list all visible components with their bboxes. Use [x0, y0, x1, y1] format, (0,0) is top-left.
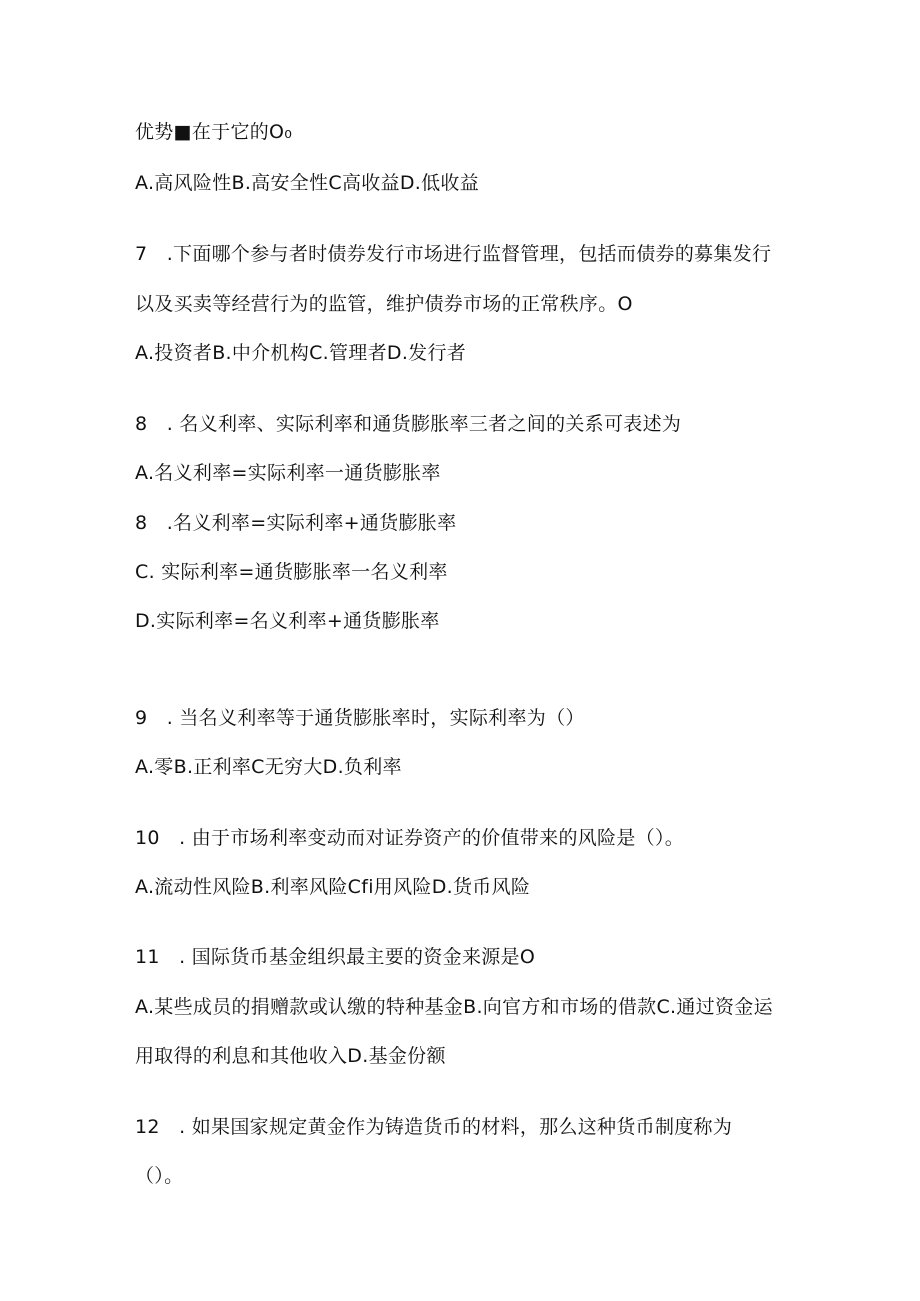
question-8-option-a: A.名义利率=实际利率一通货膨胀率 — [135, 462, 441, 484]
question-12-line-1: 12 . 如果国家规定黄金作为铸造货币的材料，那么这种货币制度称为 — [135, 1116, 733, 1138]
question-12-line-2: （）。 — [135, 1165, 184, 1187]
question-11-options-line-1: A.某些成员的捐赠款或认缴的特种基金B.向官方和市场的借款C.通过资金运 — [135, 996, 773, 1018]
question-8-option-d: D.实际利率=名义利率+通货膨胀率 — [135, 610, 440, 632]
question-11: 11 . 国际货币基金组织最主要的资金来源是O — [135, 946, 536, 968]
text-line-1: 优势■在于它的O₀ — [135, 121, 293, 143]
question-10-options: A.流动性风险B.利率风险Cfi用风险D.货币风险 — [135, 876, 531, 898]
question-8: 8 . 名义利率、实际利率和通货膨胀率三者之间的关系可表述为 — [135, 413, 682, 435]
options-line-1: A.高风险性B.高安全性C高收益D.低收益 — [135, 172, 480, 194]
question-7-line-1: 7 .下面哪个参与者时债券发行市场进行监督管理，包括而债券的募集发行 — [135, 243, 772, 265]
question-8-option-c: C. 实际利率=通货膨胀率一名义利率 — [135, 561, 448, 583]
question-10: 10 . 由于市场利率变动而对证券资产的价值带来的风险是（）。 — [135, 827, 685, 849]
question-7-line-2: 以及买卖等经营行为的监管，维护债券市场的正常秩序。O — [135, 293, 633, 315]
question-11-options-line-2: 用取得的利息和其他收入D.基金份额 — [135, 1045, 446, 1067]
question-7-options: A.投资者B.中介机构C.管理者D.发行者 — [135, 342, 467, 364]
question-8-option-b: 8 .名义利率=实际利率+通货膨胀率 — [135, 512, 457, 534]
question-9: 9 . 当名义利率等于通货膨胀率时，实际利率为（） — [135, 707, 585, 729]
question-9-options: A.零B.正利率C无穷大D.负利率 — [135, 756, 402, 778]
